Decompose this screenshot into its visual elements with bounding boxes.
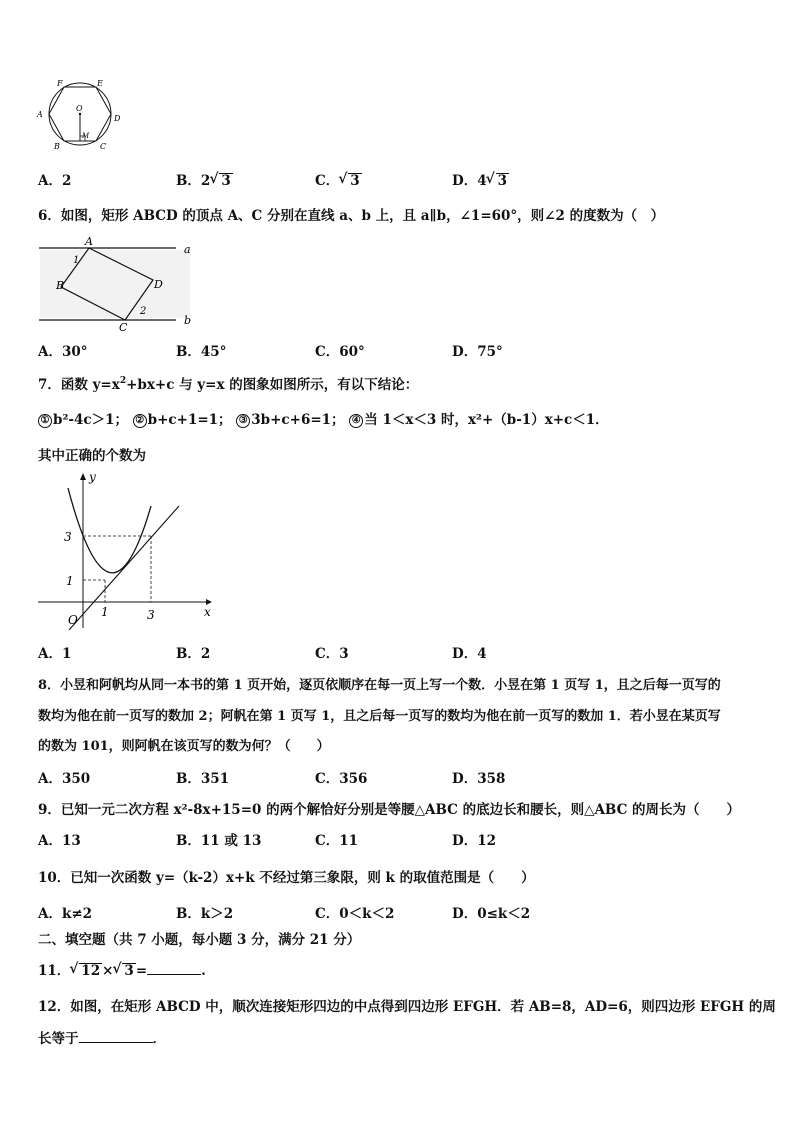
angle-2-label: 2 bbox=[140, 306, 147, 317]
parabola-line-graph bbox=[36, 466, 216, 630]
q9-option-c[interactable]: C．11 bbox=[315, 833, 359, 849]
q12-answer-blank[interactable] bbox=[79, 1030, 153, 1043]
q7-stem-pre: 7．函数 y=x bbox=[38, 377, 120, 393]
q5-option-d-prefix: D．4 bbox=[452, 173, 487, 189]
q6-stem: 6．如图，矩形 ABCD 的顶点 A、C 分别在直线 a、b 上，且 a∥b，∠1=60°，则∠2 的度数为（ ） bbox=[38, 208, 665, 224]
q5-option-c[interactable] bbox=[315, 172, 362, 190]
q7-option-a[interactable]: A．1 bbox=[38, 646, 72, 662]
q6-option-b[interactable]: B．45° bbox=[176, 344, 227, 360]
q8-options bbox=[38, 770, 758, 788]
q10-option-d[interactable]: D．0≤k＜2 bbox=[452, 906, 531, 922]
q8-option-a[interactable]: A．350 bbox=[38, 771, 91, 787]
label-o: O bbox=[76, 104, 83, 113]
q5-option-c-prefix: C． bbox=[315, 173, 340, 189]
line-a-label: a bbox=[184, 243, 191, 256]
label-a: A bbox=[37, 110, 43, 119]
q6-option-c[interactable]: C．60° bbox=[315, 344, 365, 360]
label-d: D bbox=[114, 114, 121, 123]
section-2-title: 二、填空题（共 7 小题，每小题 3 分，满分 21 分） bbox=[38, 932, 361, 948]
q7-conclusion-4: 当 1＜x＜3 时，x²+（b-1）x+c＜1． bbox=[364, 412, 609, 428]
q5-options bbox=[38, 172, 758, 190]
q6-option-a[interactable]: A．30° bbox=[38, 344, 88, 360]
q10-option-b[interactable]: B．k＞2 bbox=[176, 906, 234, 922]
vertex-d-label: D bbox=[154, 278, 163, 291]
q7-option-c[interactable]: C．3 bbox=[315, 646, 349, 662]
q8-line-1: 8．小昱和阿帆均从同一本书的第 1 页开始，逐页依顺序在每一页上写一个数．小昱在第 1 页写 1，且之后每一页写的 bbox=[38, 678, 721, 693]
q5-option-b-radical: √ 3 bbox=[219, 173, 232, 188]
q12-period: ． bbox=[152, 1031, 166, 1047]
q8-option-b[interactable]: B．351 bbox=[176, 771, 230, 787]
q7-question: 其中正确的个数为 bbox=[38, 448, 146, 464]
q11-answer-blank[interactable] bbox=[147, 962, 201, 975]
q11-radical-1: √ 12 bbox=[79, 963, 102, 978]
axis-y-label: y bbox=[89, 470, 96, 484]
label-m: M bbox=[82, 132, 90, 140]
q8-line-2: 数均为他在前一页写的数加 2；阿帆在第 1 页写 1，且之后每一页写的数均为他在前一页写的数加 1．若小昱在某页写 bbox=[38, 709, 721, 724]
vertex-c-label: C bbox=[119, 321, 128, 332]
q5-option-c-radical: √ 3 bbox=[348, 173, 361, 188]
q5-option-b-prefix: B．2 bbox=[176, 173, 211, 189]
q8-option-c[interactable]: C．356 bbox=[315, 771, 368, 787]
rectangle-parallel-lines-figure bbox=[36, 234, 196, 332]
q7-stem-post: +bx+c 与 y=x 的图象如图所示，有以下结论： bbox=[126, 377, 419, 393]
q5-option-b[interactable] bbox=[176, 172, 233, 190]
tick-y-3: 3 bbox=[64, 530, 72, 544]
axis-x-label: x bbox=[204, 605, 211, 619]
q6-option-d[interactable]: D．75° bbox=[452, 344, 503, 360]
vertex-a-label: A bbox=[85, 235, 93, 248]
q12-line-2-prefix: 长等于 bbox=[38, 1031, 79, 1047]
origin-label: O bbox=[68, 613, 78, 627]
q5-option-d[interactable] bbox=[452, 172, 509, 190]
circled-three: ③ bbox=[236, 414, 250, 428]
q10-stem: 10．已知一次函数 y=（k-2）x+k 不经过第三象限，则 k 的取值范围是（ ） bbox=[38, 870, 535, 886]
circled-one: ① bbox=[38, 414, 52, 428]
q7-conclusion-1: b²-4c＞1； bbox=[53, 412, 128, 428]
tick-x-1: 1 bbox=[101, 605, 109, 619]
label-b: B bbox=[54, 142, 60, 151]
q7-options bbox=[38, 645, 758, 663]
tick-y-1: 1 bbox=[66, 574, 74, 588]
vertex-b-label: B bbox=[56, 279, 65, 292]
q7-option-d[interactable]: D．4 bbox=[452, 646, 487, 662]
q11-period: . bbox=[201, 963, 206, 979]
q9-option-a[interactable]: A．13 bbox=[38, 833, 81, 849]
circled-four: ④ bbox=[349, 414, 363, 428]
q12-line-1: 12．如图，在矩形 ABCD 中，顺次连接矩形四边的中点得到四边形 EFGH．若 AB=8，AD=6，则四边形 EFGH 的周 bbox=[38, 999, 776, 1015]
q10-options bbox=[38, 905, 758, 923]
label-c: C bbox=[100, 142, 107, 151]
q9-stem: 9．已知一元二次方程 x²-8x+15=0 的两个解恰好分别是等腰△ABC 的底边长和腰长，则△ABC 的周长为（ ） bbox=[38, 802, 741, 818]
q8-line-3: 的数为 101，则阿帆在该页写的数为何？（ ） bbox=[38, 739, 330, 754]
q9-option-b[interactable]: B．11 或 13 bbox=[176, 833, 262, 849]
q5-option-a[interactable]: A．2 bbox=[38, 173, 72, 189]
angle-1-label: 1 bbox=[73, 255, 80, 266]
q11-radical-2: √ 3 bbox=[122, 963, 135, 978]
q11-equals: = bbox=[135, 963, 148, 979]
q6-options bbox=[38, 343, 758, 361]
q7-conclusions bbox=[38, 411, 609, 429]
q9-option-d[interactable]: D．12 bbox=[452, 833, 496, 849]
q11-number: 11． bbox=[38, 963, 71, 979]
q7-conclusion-2: b+c+1=1； bbox=[147, 412, 232, 428]
circled-two: ② bbox=[133, 414, 147, 428]
q8-option-d[interactable]: D．358 bbox=[452, 771, 506, 787]
q11-times: × bbox=[102, 963, 114, 979]
q5-option-d-radical: √ 3 bbox=[496, 173, 509, 188]
label-e: E bbox=[97, 79, 103, 88]
q10-option-c[interactable]: C．0＜k＜2 bbox=[315, 906, 395, 922]
hexagon-circle-figure bbox=[34, 76, 134, 154]
q7-stem bbox=[38, 376, 418, 394]
q7-option-b[interactable]: B．2 bbox=[176, 646, 211, 662]
label-f: F bbox=[57, 79, 63, 88]
q9-options bbox=[38, 832, 758, 850]
q11-stem bbox=[38, 962, 206, 980]
q7-exponent: 2 bbox=[119, 376, 127, 386]
line-b-label: b bbox=[184, 314, 192, 327]
q7-conclusion-3: 3b+c+6=1； bbox=[251, 412, 345, 428]
tick-x-3: 3 bbox=[147, 608, 155, 622]
q10-option-a[interactable]: A．k≠2 bbox=[38, 906, 93, 922]
q12-line-2 bbox=[38, 1030, 166, 1048]
